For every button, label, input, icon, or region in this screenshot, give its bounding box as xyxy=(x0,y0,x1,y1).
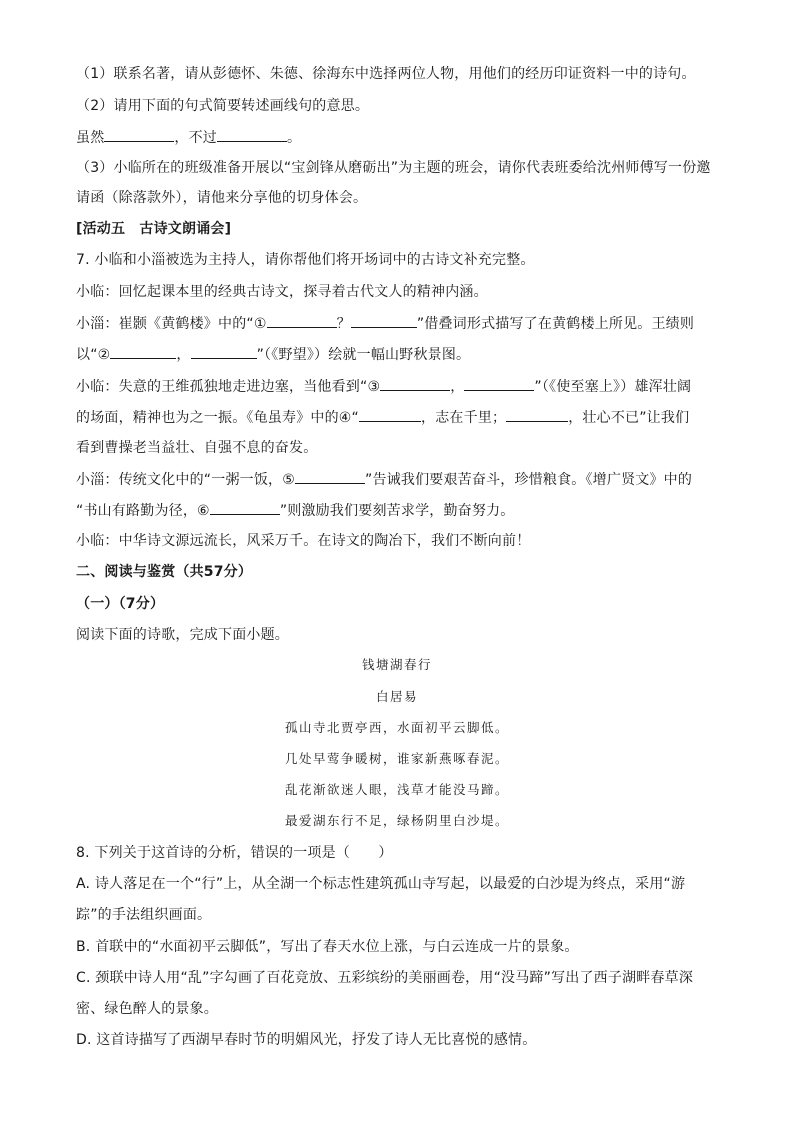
answer-blank[interactable] xyxy=(380,376,450,391)
text-segment: 的场面，精神也为之一振。《龟虽寿》中的④“ xyxy=(76,410,360,426)
section-heading: 二、阅读与鉴赏（共57分） xyxy=(76,564,253,580)
text-segment: ， xyxy=(450,379,465,395)
answer-blank[interactable] xyxy=(191,344,257,359)
answer-blank[interactable] xyxy=(506,407,568,422)
q8-option-a-line1[interactable]: A. 诗人落足在一个“行”上，从全湖一个标志性建筑孤山寺写起，以最爱的白沙堤为终点，采用“游 xyxy=(76,876,686,892)
template-end: 。 xyxy=(287,130,302,146)
q7-stem: 7. 小临和小淄被选为主持人，请你帮他们将开场词中的古诗文补充完整。 xyxy=(76,252,535,268)
q7-line4 xyxy=(76,376,726,397)
answer-blank[interactable] xyxy=(210,500,280,515)
q8-option-b[interactable]: B. 首联中的“水面初平云脚低”，写出了春天水位上涨，与白云连成一片的景象。 xyxy=(76,939,579,955)
text-segment: ”则激励我们要刻苦求学，勤奋努力。 xyxy=(279,503,515,519)
q7-line3 xyxy=(76,344,726,365)
q8-stem: 8. 下列关于这首诗的分析，错误的一项是（ ） xyxy=(76,845,393,861)
text-segment: ”（《使至塞上》）雄浑壮阔 xyxy=(534,379,692,395)
q6-sub2-template xyxy=(76,127,726,148)
text-segment: 小淄：崔颢《黄鹤楼》中的“① xyxy=(76,316,267,332)
template-start: 虽然 xyxy=(76,130,105,146)
answer-blank[interactable] xyxy=(267,313,337,328)
text-segment: “书山有路勤为径，⑥ xyxy=(76,503,210,519)
reading-instruction: 阅读下面的诗歌，完成下面小题。 xyxy=(76,627,289,643)
part-heading: （一）（7分） xyxy=(76,596,165,612)
text-segment: ，壮心不已”让我们 xyxy=(568,410,690,426)
q7-line1: 小临：回忆起课本里的经典古诗文，探寻着古代文人的精神内涵。 xyxy=(76,284,488,300)
q6-sub2: （2）请用下面的句式简要转述画线句的意思。 xyxy=(76,98,370,114)
text-segment: 小临：失意的王维孤独地走进边塞，当他看到“③ xyxy=(76,379,381,395)
answer-blank[interactable] xyxy=(359,407,421,422)
text-segment: ， xyxy=(176,347,191,363)
text-segment: 以“② xyxy=(76,347,111,363)
poem-line: 最爱湖东行不足，绿杨阴里白沙堤。 xyxy=(284,813,509,828)
q6-sub3-line2: 请函（除落款外），请他来分享他的切身体会。 xyxy=(76,190,368,206)
poem-line: 乱花渐欲迷人眼，浅草才能没马蹄。 xyxy=(284,782,509,797)
answer-blank[interactable] xyxy=(217,127,287,142)
poem-line: 孤山寺北贾亭西，水面初平云脚低。 xyxy=(284,720,509,735)
q6-sub1: （1）联系名著，请从彭德怀、朱德、徐海东中选择两位人物，用他们的经历印证资料一中的诗句。 xyxy=(76,66,696,82)
q7-line9: 小临：中华诗文源远流长，风采万千。在诗文的陶冶下，我们不断向前！ xyxy=(76,533,531,549)
text-segment: ”（《野望》）绘就一幅山野秋景图。 xyxy=(256,347,471,363)
poem-title: 钱塘湖春行 xyxy=(361,657,432,672)
poem-line: 几处早莺争暖树，谁家新燕啄春泥。 xyxy=(284,751,509,766)
q8-option-d[interactable]: D. 这首诗描写了西湖早春时节的明媚风光，抒发了诗人无比喜悦的感情。 xyxy=(76,1032,537,1048)
text-segment: ？ xyxy=(336,316,351,332)
q8-option-c-line1[interactable]: C. 颈联中诗人用“乱”字勾画了百花竞放、五彩缤纷的美丽画卷，用“没马蹄”写出了西子湖畔春草深 xyxy=(76,970,694,986)
answer-blank[interactable] xyxy=(351,313,417,328)
poem-author: 白居易 xyxy=(375,689,418,704)
answer-blank[interactable] xyxy=(110,344,176,359)
q8-option-a-line2[interactable]: 踪”的手法组织画面。 xyxy=(76,907,212,923)
q7-line8 xyxy=(76,500,726,521)
answer-blank[interactable] xyxy=(295,469,365,484)
text-segment: ”告诫我们要艰苦奋斗，珍惜粮食。《增广贤文》中的 xyxy=(365,472,693,488)
q7-line2 xyxy=(76,313,726,334)
answer-blank[interactable] xyxy=(104,127,174,142)
text-segment: ，志在千里； xyxy=(421,410,507,426)
answer-blank[interactable] xyxy=(464,376,534,391)
text-segment: 小淄：传统文化中的“一粥一饭，⑤ xyxy=(76,472,296,488)
q6-sub3-line1: （3）小临所在的班级准备开展以“宝剑锋从磨砺出”为主题的班会，请你代表班委给沈州师傅写一份邀 xyxy=(76,160,711,176)
template-mid: ，不过 xyxy=(174,130,218,146)
q8-option-c-line2[interactable]: 密、绿色醉人的景象。 xyxy=(76,1001,218,1017)
activity-heading: [活动五 古诗文朗诵会] xyxy=(76,221,232,237)
q7-line6: 看到曹操老当益壮、自强不息的奋发。 xyxy=(76,440,318,456)
q7-line7 xyxy=(76,469,726,490)
q7-line5 xyxy=(76,407,726,428)
text-segment: ”借叠词形式描写了在黄鹤楼上所见。王绩则 xyxy=(416,316,695,332)
